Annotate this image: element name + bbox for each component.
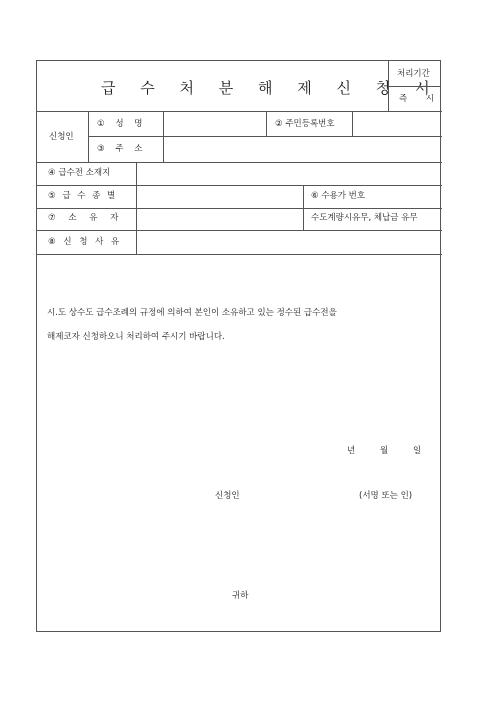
resident-label-left-divider — [266, 111, 267, 136]
processing-period-value: 즉 시 — [399, 94, 443, 104]
signer-label: 신청인 — [215, 491, 240, 501]
consumer-number-label: ⑥ 수용가 번호 — [311, 191, 366, 201]
body-line-1: 시.도 상수도 급수조례의 규정에 의하여 본인이 소유하고 있는 정수된 급수전을 — [47, 308, 337, 318]
meter-info-label: 수도계량시유무, 체납금 유무 — [311, 213, 418, 223]
date-year-label: 년 — [347, 446, 356, 456]
applicant-block-bottom-line — [37, 162, 442, 163]
processing-box-mid-line — [388, 86, 441, 87]
resident-number-label: ② 주민등록번호 — [275, 119, 335, 129]
water-type-label: ⑤ 급 수 종 별 — [48, 191, 116, 201]
form-title: 급 수 처 분 해 제 신 청 서 — [101, 79, 440, 97]
reason-label: ⑧ 신 청 사 유 — [48, 237, 120, 247]
water-location-label: ④ 급수전 소재지 — [48, 168, 111, 178]
row5-bottom-line — [37, 208, 442, 209]
addressee-label: 귀하 — [232, 591, 249, 601]
row7-bottom-line — [37, 230, 442, 231]
row4-bottom-line — [37, 185, 442, 186]
form-frame — [36, 60, 441, 632]
date-day-label: 일 — [413, 446, 422, 456]
name-row-bottom-line — [88, 136, 442, 137]
date-month-label: 월 — [380, 446, 389, 456]
address-label: ③ 주 소 — [97, 144, 143, 154]
applicant-label: 신청인 — [49, 132, 74, 142]
signature-label: (서명 또는 인) — [359, 491, 413, 501]
body-line-2: 해제코자 신청하오니 처리하여 주시기 바랍니다. — [47, 332, 225, 342]
owner-label: ⑦ 소 유 자 — [48, 213, 119, 223]
title-bottom-line — [37, 111, 442, 112]
name-label: ① 성 명 — [97, 119, 143, 129]
row8-bottom-line — [37, 254, 442, 255]
processing-period-label: 처리기간 — [397, 69, 430, 79]
resident-label-right-divider — [352, 111, 353, 136]
